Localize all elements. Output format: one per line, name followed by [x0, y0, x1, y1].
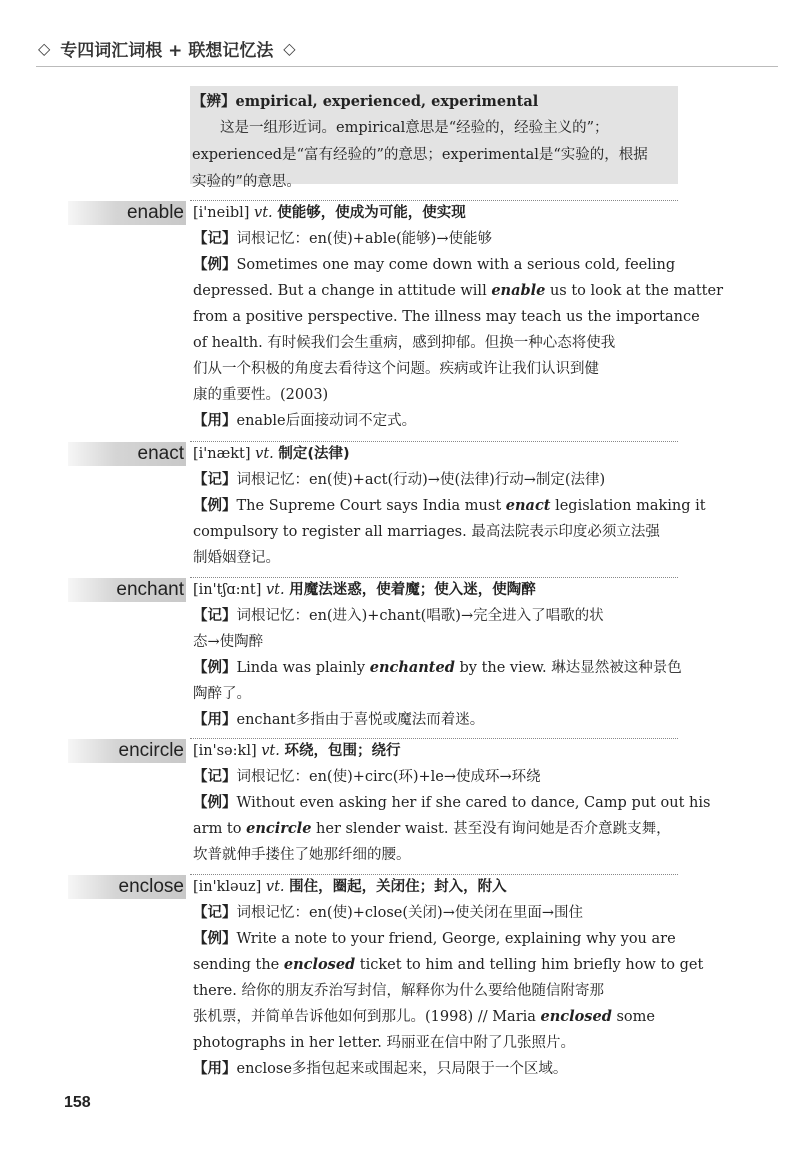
- example-keyword: enable: [491, 282, 546, 299]
- entry-line: [193, 304, 700, 330]
- line-text: arm to: [193, 821, 247, 837]
- entry-line: [193, 1056, 681, 1082]
- example-keyword: enchanted: [369, 659, 455, 676]
- line-text: 康的重要性。(2003): [193, 387, 329, 403]
- line-text: there. 给你的朋友乔治写封信，解释你为什么要给他随信附寄那: [193, 983, 604, 999]
- entry-line: [193, 1004, 681, 1030]
- entry-body: [193, 200, 724, 434]
- definition: 环绕，包围；绕行: [284, 743, 401, 759]
- line-tag: 【例】: [193, 659, 237, 676]
- line-text: of health. 有时候我们会生重病，感到抑郁。但换一种心态将使我: [193, 335, 616, 351]
- line-tag: 【用】: [193, 711, 237, 728]
- line-tag: 【例】: [193, 497, 237, 514]
- entry-headline: [193, 874, 681, 900]
- part-of-speech: vt.: [265, 879, 285, 895]
- entry-line: [193, 467, 681, 493]
- entry-line: [193, 816, 681, 842]
- line-text: Write a note to your friend, George, explaining why you are: [236, 931, 676, 947]
- example-keyword: enact: [505, 497, 551, 514]
- headword-enable: enable: [68, 201, 186, 225]
- phonetic: [in'sə:kl]: [193, 743, 257, 759]
- line-text-after: legislation making it: [550, 498, 706, 514]
- entry-line: [193, 252, 681, 278]
- entry-line: [193, 603, 681, 629]
- line-text: 张机票，并简单告诉他如何到那儿。(1998) // Maria: [193, 1009, 541, 1025]
- distinction-line: experienced是“富有经验的”的意思；experimental是“实验的，根据: [192, 147, 648, 163]
- entry-line: [193, 493, 706, 519]
- entry-line: [193, 926, 681, 952]
- entry-line: [193, 790, 711, 816]
- entry-headline: [193, 577, 681, 603]
- line-text: compulsory to register all marriages. 最高法院表示印度必须立法强: [193, 524, 660, 540]
- entry-body: [193, 577, 681, 733]
- distinction-line: 这是一组形近词。empirical意思是“经验的，经验主义的”；: [220, 120, 609, 136]
- line-text: The Supreme Court says India must: [236, 498, 506, 514]
- entry-line: [193, 764, 681, 790]
- diamond-icon: ◇: [283, 39, 296, 58]
- headword-enclose: enclose: [68, 875, 186, 899]
- entry-line: [193, 545, 681, 571]
- entry-line: [193, 952, 704, 978]
- headword-enchant: enchant: [68, 578, 186, 602]
- line-text: 词根记忆：en(使)+able(能够)→使能够: [236, 231, 492, 247]
- line-tag: 【用】: [193, 1060, 237, 1077]
- line-text: 陶醉了。: [193, 686, 251, 702]
- line-text: enclose多指包起来或围起来，只局限于一个区域。: [236, 1061, 568, 1077]
- line-tag: 【记】: [193, 471, 237, 488]
- line-tag: 【记】: [193, 230, 237, 247]
- part-of-speech: vt.: [255, 446, 274, 462]
- entry-line: [193, 629, 681, 655]
- phonetic: [in'tʃɑ:nt]: [193, 582, 262, 598]
- line-text: photographs in her letter. 玛丽亚在信中附了几张照片。: [193, 1035, 575, 1051]
- line-text: enchant多指由于喜悦或魔法而着迷。: [236, 712, 485, 728]
- line-tag: 【用】: [193, 412, 237, 429]
- definition: 围住，圈起，关闭住；封入，附入: [289, 879, 507, 895]
- line-text: 词根记忆：en(使)+close(关闭)→使关闭在里面→围住: [236, 905, 584, 921]
- entry-line: [193, 408, 681, 434]
- line-text-after: some: [611, 1009, 655, 1025]
- distinction-line: 实验的”的意思。: [192, 174, 301, 190]
- definition: 用魔法迷惑，使着魔；使入迷，使陶醉: [289, 582, 536, 598]
- entry-line: [193, 330, 681, 356]
- entry-headline: [193, 738, 681, 764]
- entry-line: [193, 519, 681, 545]
- entry-headline: [193, 441, 681, 467]
- entry-body: [193, 738, 711, 868]
- page-header: [38, 36, 778, 68]
- part-of-speech: vt.: [254, 205, 273, 221]
- line-tag: 【记】: [193, 607, 237, 624]
- line-text: 坎普就伸手搂住了她那纤细的腰。: [193, 847, 411, 863]
- line-text: Sometimes one may come down with a serious cold, feeling: [236, 257, 676, 273]
- page-number: 158: [64, 1094, 91, 1111]
- header-title: 专四词汇词根 + 联想记忆法: [60, 41, 274, 61]
- example-keyword: enclosed: [540, 1008, 612, 1025]
- line-text: 制婚姻登记。: [193, 550, 280, 566]
- entry-line: [193, 1030, 681, 1056]
- line-text: depressed. But a change in attitude will: [193, 283, 492, 299]
- line-tag: 【例】: [193, 794, 237, 811]
- line-text: 词根记忆：en(使)+act(行动)→使(法律)行动→制定(法律): [236, 472, 606, 488]
- example-keyword: enclosed: [283, 956, 356, 973]
- line-text: Without even asking her if she cared to dance, Camp put out his: [236, 795, 711, 811]
- diamond-icon: ◇: [38, 39, 51, 58]
- example-keyword: encircle: [246, 820, 312, 837]
- line-text: from a positive perspective. The illness may teach us the importance: [193, 309, 700, 325]
- entry-line: [193, 278, 724, 304]
- entry-line: [193, 655, 681, 681]
- entry-body: [193, 441, 706, 571]
- distinction-box: [190, 86, 678, 190]
- header-divider: [36, 66, 778, 67]
- entry-line: [193, 978, 681, 1004]
- headword-enact: enact: [68, 442, 186, 466]
- line-text: 词根记忆：en(使)+circ(环)+le→使成环→环绕: [236, 769, 541, 785]
- entry-body: [193, 874, 704, 1082]
- line-text-after: us to look at the matter: [545, 283, 724, 299]
- definition: 制定(法律): [278, 446, 350, 462]
- entry-line: [193, 382, 681, 408]
- line-text: 们从一个积极的角度去看待这个问题。疾病或许让我们认识到健: [193, 361, 599, 377]
- line-text-after: ticket to him and telling him briefly how to get: [355, 957, 704, 973]
- line-text: enable后面接动词不定式。: [236, 413, 417, 429]
- part-of-speech: vt.: [265, 582, 285, 598]
- line-tag: 【例】: [193, 930, 237, 947]
- line-text: 态→使陶醉: [193, 634, 264, 650]
- definition: 使能够，使成为可能，使实现: [277, 205, 466, 221]
- line-text: Linda was plainly: [236, 660, 370, 676]
- distinction-head: 【辨】empirical, experienced, experimental: [192, 93, 539, 110]
- line-tag: 【例】: [193, 256, 237, 273]
- phonetic: [i'neibl]: [193, 205, 250, 221]
- entry-line: [193, 842, 681, 868]
- entry-line: [193, 356, 681, 382]
- headword-encircle: encircle: [68, 739, 186, 763]
- entry-line: [193, 900, 681, 926]
- entry-line: [193, 707, 681, 733]
- phonetic: [in'kləuz]: [193, 879, 262, 895]
- part-of-speech: vt.: [261, 743, 280, 759]
- entry-line: [193, 226, 681, 252]
- phonetic: [i'nækt]: [193, 446, 251, 462]
- line-text: sending the: [193, 957, 284, 973]
- line-text: 词根记忆：en(进入)+chant(唱歌)→完全进入了唱歌的状: [236, 608, 604, 624]
- entry-line: [193, 681, 681, 707]
- line-text-after: her slender waist. 甚至没有询问她是否介意跳支舞，: [311, 821, 671, 837]
- line-text-after: by the view. 琳达显然被这种景色: [454, 660, 682, 676]
- line-tag: 【记】: [193, 904, 237, 921]
- entry-headline: [193, 200, 681, 226]
- line-tag: 【记】: [193, 768, 237, 785]
